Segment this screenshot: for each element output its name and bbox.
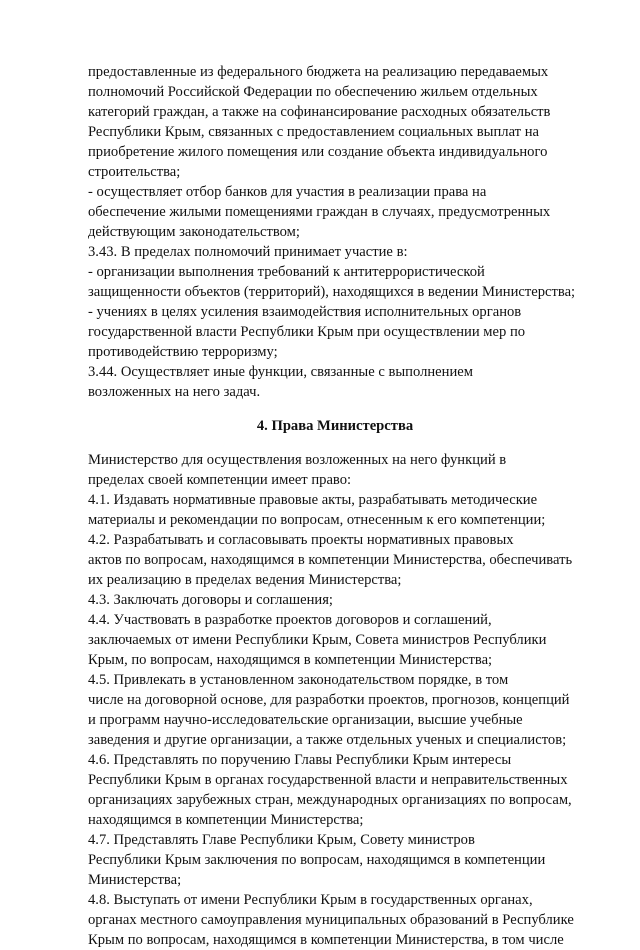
paragraph: 4.6. Представлять по поручению Главы Республики Крым интересы Республики Крым в органах государственной власти и неправительственных организациях зарубежных стран, международных организациях по вопросам, находящимся в компетенции Министерства;	[88, 752, 572, 828]
paragraph: 4.8. Выступать от имени Республики Крым в государственных органах, органах местного самоуправления муниципальных образований в Республике Крым по вопросам, находящимся в компетенции Министерства, в том числе	[88, 892, 574, 948]
paragraph: Министерство для осуществления возложенных на него функций в пределах своей компетенции имеет право:	[88, 452, 507, 488]
paragraph: 3.43. В пределах полномочий принимает участие в:	[88, 244, 408, 260]
paragraph: 4.7. Представлять Главе Республики Крым, Совету министров Республики Крым заключения по вопросам, находящимся в компетенции Министерства;	[88, 832, 546, 888]
paragraph: - учениях в целях усиления взаимодействия исполнительных органов государственной власти Республики Крым при осуществлении мер по противодействию терроризму;	[88, 304, 526, 360]
paragraph: 4.2. Разрабатывать и согласовывать проекты нормативных правовых актов по вопросам, находящимся в компетенции Министерства, обеспечивать их реализацию в пределах ведения Министерства;	[88, 532, 573, 588]
section-heading: 4. Права Министерства	[256, 418, 414, 434]
paragraph: - организации выполнения требований к антитеррористической защищенности объектов (территорий), находящихся в ведении Министерства;	[88, 264, 576, 300]
paragraph: 4.1. Издавать нормативные правовые акты, разрабатывать методические материалы и рекомендации по вопросам, отнесенным к его компетенции;	[88, 492, 546, 528]
paragraph: - осуществляет отбор банков для участия в реализации права на обеспечение жилыми помещениями граждан в случаях, предусмотренных действующим законодательством;	[88, 184, 551, 240]
paragraph: 4.4. Участвовать в разработке проектов договоров и соглашений, заключаемых от имени Республики Крым, Совета министров Республики Крым, по вопросам, находящимся в компетенции Министерства;	[88, 612, 547, 668]
paragraph: 3.44. Осуществляет иные функции, связанные с выполнением возложенных на него задач.	[88, 364, 473, 400]
paragraph: 4.3. Заключать договоры и соглашения;	[88, 592, 333, 608]
paragraph: 4.5. Привлекать в установленном законодательством порядке, в том числе на договорной основе, для разработки проектов, прогнозов, концепций и программ научно-исследовательские организации, высшие учебные заведения и другие организации, а также отдельных ученых и специалистов;	[88, 672, 570, 748]
paragraph: предоставленные из федерального бюджета на реализацию передаваемых полномочий Российской Федерации по обеспечению жильем отдельных категорий граждан, а также на софинансирование расходных обязательств Республики Крым, связанных с предоставлением социальных выплат на приобретение жилого помещения или создание объекта индивидуального строительства;	[88, 64, 551, 180]
